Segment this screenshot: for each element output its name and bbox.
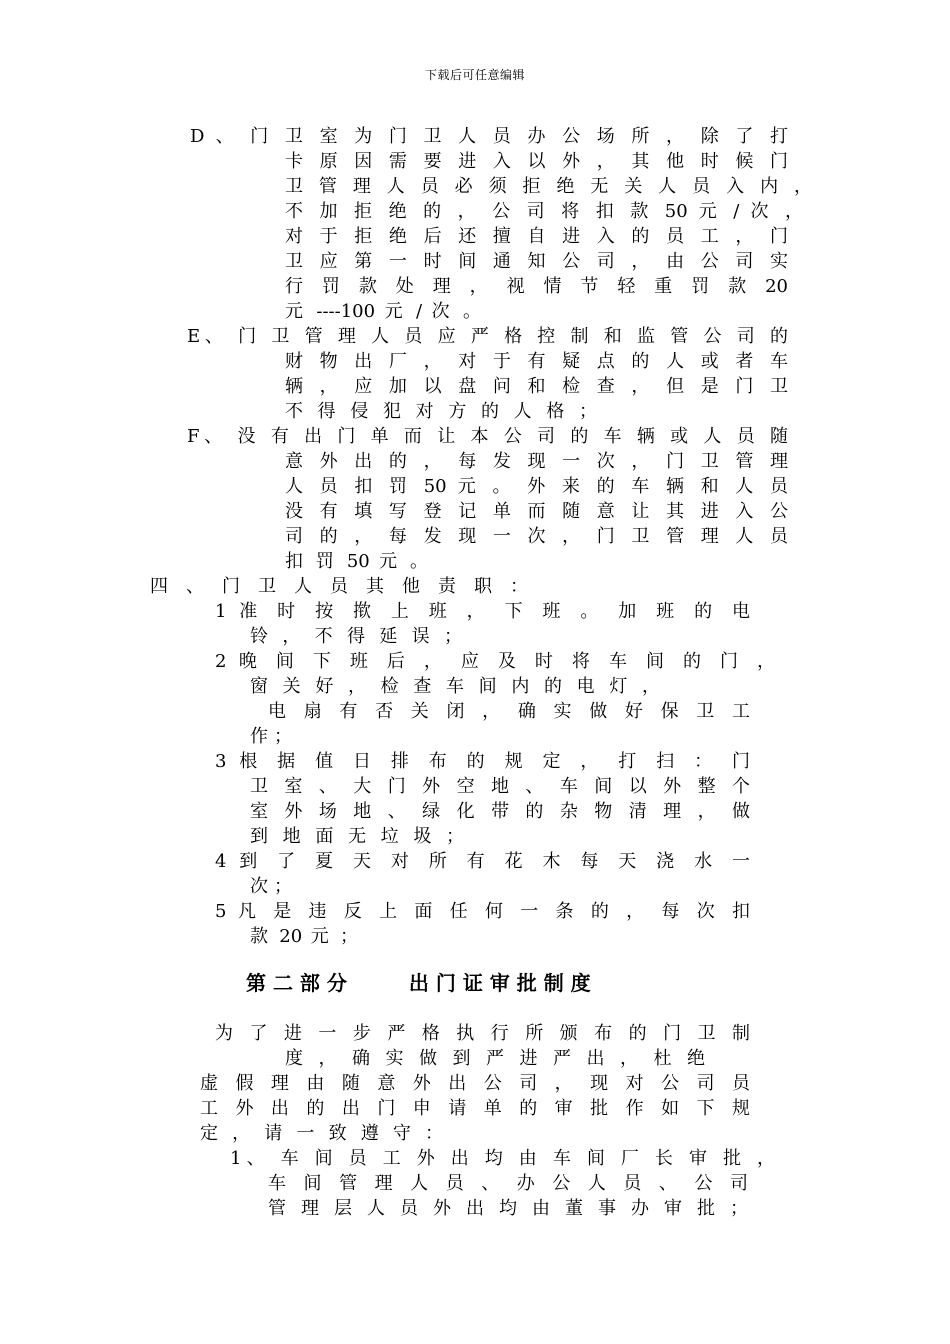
text-line: 管 理 层 人 员 外 出 均 由 董 事 办 审 批 ； — [268, 1198, 748, 1219]
text-line: 卡 原 因 需 要 进 入 以 外 ， 其 他 时 候 门 — [285, 151, 788, 172]
text-line: 定 ， 请 一 致 遵 守 ： — [200, 1123, 443, 1144]
text-line: 没 有 填 写 登 记 单 而 随 意 让 其 进 入 公 — [285, 501, 788, 522]
text-line: 人 员 扣 罚 50 元 。 外 来 的 车 辆 和 人 员 — [285, 476, 788, 497]
text-line: 对 于 拒 绝 后 还 擅 自 进 入 的 员 工 ， 门 — [285, 226, 788, 247]
text-line: 不 加 拒 绝 的 ， 公 司 将 扣 款 50 元 / 次 ， — [285, 201, 803, 222]
text-line: 度 ， 确 实 做 到 严 进 严 出 ， 杜 绝 — [285, 1048, 705, 1069]
text-line: 元 ----100 元 / 次 。 — [285, 301, 481, 322]
list-item: 3 根 据 值 日 排 布 的 规 定 ， 打 扫 ： 门 — [215, 751, 750, 772]
part-title — [246, 970, 591, 996]
section-heading: 四 、 门 卫 人 员 其 他 责 职 ： — [150, 576, 528, 597]
text-line: 行 罚 款 处 理 ， 视 情 节 轻 重 罚 款 20 — [285, 276, 788, 297]
page-header: 下载后可任意编辑 — [424, 68, 525, 82]
text-line: 电 扇 有 否 关 闭 ， 确 实 做 好 保 卫 工 — [268, 701, 750, 722]
list-item: 1 准 时 按 揿 上 班 ， 下 班 。 加 班 的 电 — [215, 601, 750, 622]
part-title-name: 出 门 证 审 批 制 度 — [408, 971, 591, 995]
text-line: 虚 假 理 由 随 意 外 出 公 司 ， 现 对 公 司 员 — [200, 1073, 750, 1094]
text-line: 卫 应 第 一 时 间 通 知 公 司 ， 由 公 司 实 — [285, 251, 788, 272]
text-line: 卫 室 、 大 门 外 空 地 、 车 间 以 外 整 个 — [250, 776, 750, 797]
text-line: 辆 ， 应 加 以 盘 问 和 检 查 ， 但 是 门 卫 — [285, 376, 788, 397]
part-title-number: 第 二 部 分 — [246, 971, 347, 995]
text-line: E、 门 卫 管 理 人 员 应 严 格 控 制 和 监 管 公 司 的 — [187, 326, 789, 347]
text-line: 司 的 ， 每 发 现 一 次 ， 门 卫 管 理 人 员 — [285, 526, 788, 547]
text-line: 次 ； — [250, 876, 292, 897]
text-line: 到 地 面 无 垃 圾 ； — [250, 826, 464, 847]
text-line: F、 没 有 出 门 单 而 让 本 公 司 的 车 辆 或 人 员 随 — [187, 426, 788, 447]
text-line: 不 得 侵 犯 对 方 的 人 格 ； — [285, 401, 597, 422]
text-line: 意 外 出 的 ， 每 发 现 一 次 ， 门 卫 管 理 — [285, 451, 788, 472]
text-line: 车 间 管 理 人 员 、 办 公 人 员 、 公 司 — [268, 1173, 748, 1194]
text-line: 为 了 进 一 步 严 格 执 行 所 颁 布 的 门 卫 制 — [215, 1023, 750, 1044]
text-line: 铃 ， 不 得 延 误 ； — [250, 626, 462, 647]
text-line: 窗 关 好 ， 检 查 车 间 内 的 电 灯 ， — [250, 676, 660, 697]
text-line: 财 物 出 厂 ， 对 于 有 疑 点 的 人 或 者 车 — [285, 351, 788, 372]
list-item: 1、 车 间 员 工 外 出 均 由 车 间 厂 长 审 批 ， — [230, 1148, 775, 1169]
text-line: 作 ； — [250, 726, 292, 747]
list-item: 4 到 了 夏 天 对 所 有 花 木 每 天 浇 水 一 — [215, 851, 750, 872]
list-item: 5 凡 是 违 反 上 面 任 何 一 条 的 ， 每 次 扣 — [215, 901, 750, 922]
text-line: D 、 门 卫 室 为 门 卫 人 员 办 公 场 所 ， 除 了 打 — [190, 126, 788, 147]
text-line: 工 外 出 的 出 门 申 请 单 的 审 批 作 如 下 规 — [200, 1098, 750, 1119]
text-line: 款 20 元 ； — [250, 926, 358, 947]
text-line: 扣 罚 50 元 。 — [285, 551, 428, 572]
list-item: 2 晚 间 下 班 后 ， 应 及 时 将 车 间 的 门 ， — [215, 651, 775, 672]
text-line: 室 外 场 地 、 绿 化 带 的 杂 物 清 理 ， 做 — [250, 801, 750, 822]
text-line: 卫 管 理 人 员 必 须 拒 绝 无 关 人 员 入 内 ， — [285, 176, 812, 197]
